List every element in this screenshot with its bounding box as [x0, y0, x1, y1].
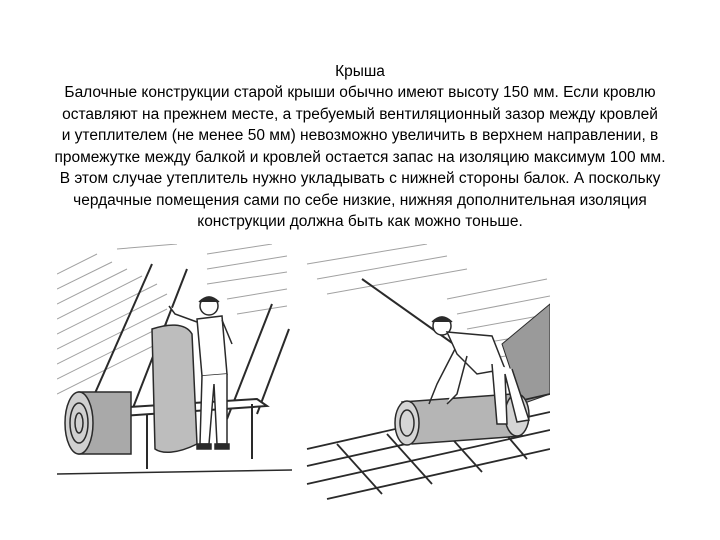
text-line: чердачные помещения сами по себе низкие, нижняя дополнительная изоляция	[73, 191, 647, 209]
text-line: оставляют на прежнем месте, а требуемый вентиляционный зазор между кровлей	[62, 105, 658, 123]
page-title: Крыша	[335, 63, 385, 80]
left-scene	[57, 244, 292, 474]
insulation-roll-left	[65, 392, 131, 454]
insulation-sheet-left	[152, 325, 197, 452]
floor-left	[57, 470, 292, 474]
text-line: и утеплителем (не менее 50 мм) невозможно увеличить в верхнем направлении, в	[61, 127, 659, 144]
text-line: промежутке между балкой и кровлей остается запас на изоляцию максимум 100 мм.	[54, 148, 666, 166]
text-line: Балочные конструкции старой крыши обычно имеют высоту 150 мм. Если кровлю	[64, 84, 656, 101]
body-paragraph	[0, 82, 720, 233]
text-line: В этом случае утеплитель нужно укладывать с нижней стороны балок. А поскольку	[59, 170, 661, 187]
right-scene	[307, 244, 550, 499]
insulation-roll-right	[395, 394, 529, 445]
insulation-illustration	[57, 244, 550, 502]
text-line: конструкции должна быть как можно тоньше.	[197, 213, 523, 230]
